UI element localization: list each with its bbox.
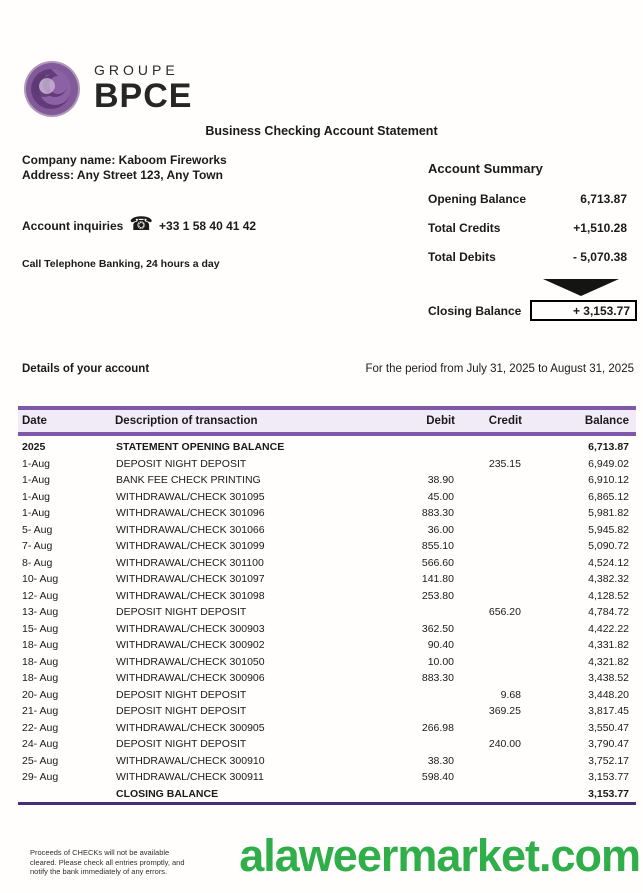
cell-credit: 656.20 <box>488 606 521 618</box>
company-address-line: Address: Any Street 123, Any Town <box>22 168 223 182</box>
cell-date: 10- Aug <box>22 573 59 585</box>
cell-debit <box>360 434 455 456</box>
cell-desc: WITHDRAWAL/CHECK 300905 <box>116 721 265 734</box>
table-row <box>18 588 636 605</box>
summary-row-total-debits <box>428 250 637 264</box>
summary-row-closing-balance <box>428 300 637 321</box>
cell-desc: DEPOSIT NIGHT DEPOSIT <box>116 738 247 750</box>
cell-desc: WITHDRAWAL/CHECK 300902 <box>116 639 265 651</box>
cell-balance: 6,910.12 <box>588 474 629 486</box>
cell-date: 1-Aug <box>22 490 51 503</box>
cell-desc: WITHDRAWAL/CHECK 301050 <box>116 655 265 668</box>
footer-notice-line: notify the bank immediately of any errors. <box>30 867 168 876</box>
summary-value: +1,510.28 <box>573 221 627 235</box>
table-row <box>18 736 636 753</box>
cell-desc: WITHDRAWAL/CHECK 301098 <box>116 589 265 602</box>
cell-debit <box>360 687 455 704</box>
table-row <box>18 769 636 786</box>
cell-credit: 9.68 <box>500 688 521 701</box>
summary-label: Total Debits <box>428 250 496 264</box>
column-header-credit: Credit <box>455 408 522 434</box>
table-row <box>18 753 636 770</box>
cell-balance: 6,713.87 <box>588 441 629 453</box>
table-row <box>18 604 636 621</box>
cell-debit <box>360 604 455 621</box>
cell-credit <box>455 786 522 804</box>
summary-value: 6,713.87 <box>580 192 627 206</box>
cell-date: 7- Aug <box>22 540 53 552</box>
cell-desc: DEPOSIT NIGHT DEPOSIT <box>116 688 247 701</box>
logo-brand-label: BPCE <box>94 77 193 115</box>
transactions-table-body <box>18 434 636 804</box>
cell-credit: 369.25 <box>488 705 521 717</box>
cell-debit: 253.80 <box>421 589 454 602</box>
cell-debit: 362.50 <box>421 622 454 635</box>
table-row <box>18 670 636 687</box>
table-row <box>18 786 636 804</box>
cell-credit <box>455 670 522 687</box>
cell-desc: WITHDRAWAL/CHECK 301095 <box>116 490 265 503</box>
column-header-balance: Balance <box>522 408 636 434</box>
cell-date: 13- Aug <box>22 606 59 618</box>
table-row <box>18 720 636 737</box>
cell-credit <box>455 621 522 638</box>
bpce-logo <box>20 56 192 120</box>
table-row <box>18 571 636 588</box>
cell-balance: 4,321.82 <box>588 655 629 668</box>
cell-balance: 3,550.47 <box>588 721 629 734</box>
table-row <box>18 621 636 638</box>
cell-debit: 45.00 <box>427 490 454 503</box>
summary-label: Opening Balance <box>428 192 527 206</box>
cell-credit <box>455 753 522 770</box>
cell-credit <box>455 769 522 786</box>
cell-balance: 4,128.52 <box>588 589 629 602</box>
cell-date: 12- Aug <box>22 589 59 602</box>
cell-credit <box>455 555 522 572</box>
cell-date: 2025 <box>22 441 46 453</box>
cell-date: 24- Aug <box>22 738 59 750</box>
statement-period: For the period from July 31, 2025 to August 31, 2025 <box>365 363 634 375</box>
arrow-down-icon <box>543 279 619 296</box>
bpce-swirl-icon <box>20 56 84 120</box>
table-row <box>18 434 636 456</box>
footer-notice-line: cleared. Please check all entries promptly, and <box>30 857 185 867</box>
cell-credit: 235.15 <box>488 457 521 470</box>
account-summary <box>428 161 637 321</box>
table-row <box>18 522 636 539</box>
cell-debit: 566.60 <box>421 556 454 569</box>
table-row <box>18 456 636 473</box>
table-row <box>18 489 636 506</box>
cell-balance: 4,422.22 <box>588 622 629 635</box>
cell-balance: 3,752.17 <box>588 754 629 767</box>
cell-desc: WITHDRAWAL/CHECK 300910 <box>116 754 265 767</box>
column-header-date: Date <box>18 408 115 434</box>
company-info <box>22 153 227 183</box>
cell-desc: DEPOSIT NIGHT DEPOSIT <box>116 705 247 717</box>
cell-credit <box>455 434 522 456</box>
cell-balance: 4,331.82 <box>588 639 629 651</box>
cell-date: 18- Aug <box>22 672 59 684</box>
cell-debit: 10.00 <box>427 655 454 668</box>
footer-notice <box>30 848 185 877</box>
summary-row-total-credits <box>428 221 637 235</box>
table-row <box>18 703 636 720</box>
cell-credit <box>455 472 522 489</box>
cell-date: 1-Aug <box>22 474 51 486</box>
table-row <box>18 637 636 654</box>
cell-desc: WITHDRAWAL/CHECK 300903 <box>116 622 265 635</box>
cell-debit: 38.30 <box>427 754 454 767</box>
cell-date: 18- Aug <box>22 639 59 651</box>
details-heading: Details of your account <box>22 363 150 375</box>
cell-date: 1-Aug <box>22 507 51 519</box>
table-row <box>18 654 636 671</box>
cell-debit <box>360 703 455 720</box>
cell-credit <box>455 505 522 522</box>
cell-debit <box>360 736 455 753</box>
cell-date: 21- Aug <box>22 705 59 717</box>
cell-credit <box>455 522 522 539</box>
cell-debit: 855.10 <box>421 540 454 552</box>
cell-date <box>18 786 115 804</box>
logo-group-label: GROUPE <box>94 62 179 78</box>
cell-date: 20- Aug <box>22 688 59 701</box>
column-header-description: Description of transaction <box>115 408 360 434</box>
cell-debit: 38.90 <box>427 474 454 486</box>
cell-balance: 5,090.72 <box>588 540 629 552</box>
watermark-text: alaweermarket.com <box>239 830 640 881</box>
table-row <box>18 505 636 522</box>
cell-balance: 5,945.82 <box>588 523 629 536</box>
cell-credit: 240.00 <box>488 738 521 750</box>
cell-desc: WITHDRAWAL/CHECK 301097 <box>116 573 265 585</box>
cell-credit <box>455 571 522 588</box>
cell-balance: 5,981.82 <box>588 507 629 519</box>
cell-balance: 3,790.47 <box>588 738 629 750</box>
cell-credit <box>455 720 522 737</box>
telephone-icon: ☎ <box>129 214 154 235</box>
cell-credit <box>455 588 522 605</box>
cell-debit: 598.40 <box>421 771 454 783</box>
cell-debit <box>360 456 455 473</box>
cell-debit: 90.40 <box>427 639 454 651</box>
cell-balance: 6,865.12 <box>588 490 629 503</box>
table-row <box>18 472 636 489</box>
telephone-banking-line: Call Telephone Banking, 24 hours a day <box>22 258 220 270</box>
cell-balance: 4,382.32 <box>588 573 629 585</box>
cell-desc: WITHDRAWAL/CHECK 301096 <box>116 507 265 519</box>
table-row <box>18 538 636 555</box>
cell-credit <box>455 654 522 671</box>
cell-date: 8- Aug <box>22 556 53 569</box>
cell-balance: 6,949.02 <box>588 457 629 470</box>
cell-balance: 3,448.20 <box>588 688 629 701</box>
column-header-debit: Debit <box>360 408 455 434</box>
cell-debit: 266.98 <box>421 721 454 734</box>
transactions-table <box>18 406 636 805</box>
document-title: Business Checking Account Statement <box>205 124 438 138</box>
cell-debit <box>360 786 455 804</box>
cell-desc: DEPOSIT NIGHT DEPOSIT <box>116 457 247 470</box>
summary-value: - 5,070.38 <box>572 250 627 264</box>
cell-desc: BANK FEE CHECK PRINTING <box>116 474 261 486</box>
account-inquiries-label: Account inquiries <box>22 219 124 233</box>
cell-date: 1-Aug <box>22 457 51 470</box>
cell-desc: WITHDRAWAL/CHECK 300911 <box>116 771 264 783</box>
cell-date: 15- Aug <box>22 622 59 635</box>
cell-balance: 3,817.45 <box>588 705 629 717</box>
cell-desc: WITHDRAWAL/CHECK 301100 <box>116 556 264 569</box>
account-inquiries-line <box>22 214 257 235</box>
cell-balance: 4,524.12 <box>588 556 629 569</box>
cell-desc: STATEMENT OPENING BALANCE <box>116 441 285 453</box>
transactions-table-header <box>18 408 636 434</box>
summary-row-opening-balance <box>428 192 637 206</box>
cell-credit <box>455 637 522 654</box>
cell-date: 25- Aug <box>22 754 59 767</box>
cell-desc: WITHDRAWAL/CHECK 300906 <box>116 672 265 684</box>
cell-desc: DEPOSIT NIGHT DEPOSIT <box>116 606 247 618</box>
cell-date: 5- Aug <box>22 523 53 536</box>
inquiries-phone-number: +33 1 58 40 41 42 <box>159 219 257 233</box>
cell-date: 29- Aug <box>22 771 59 783</box>
company-name-line: Company name: Kaboom Fireworks <box>22 153 227 167</box>
table-row <box>18 687 636 704</box>
logo-wordmark <box>94 63 192 113</box>
footer-notice-line: Proceeds of CHECKs will not be available <box>30 848 170 857</box>
cell-credit <box>455 489 522 506</box>
cell-balance: 3,153.77 <box>588 771 629 783</box>
cell-debit: 883.30 <box>421 507 454 519</box>
closing-balance-label: Closing Balance <box>428 303 522 318</box>
cell-credit <box>455 538 522 555</box>
cell-date: 22- Aug <box>22 721 59 734</box>
cell-desc: CLOSING BALANCE <box>116 787 219 800</box>
table-row <box>18 555 636 572</box>
account-summary-title: Account Summary <box>428 161 543 176</box>
cell-balance: 4,784.72 <box>588 606 629 618</box>
cell-desc: WITHDRAWAL/CHECK 301066 <box>116 523 265 536</box>
cell-date: 18- Aug <box>22 655 59 668</box>
cell-debit: 36.00 <box>427 523 454 536</box>
closing-balance-box: + 3,153.77 <box>530 300 637 321</box>
cell-debit: 141.80 <box>421 573 454 585</box>
summary-label: Total Credits <box>428 221 501 235</box>
cell-balance: 3,438.52 <box>588 672 629 684</box>
cell-debit: 883.30 <box>421 672 454 684</box>
cell-balance: 3,153.77 <box>588 787 629 800</box>
cell-desc: WITHDRAWAL/CHECK 301099 <box>116 540 265 552</box>
